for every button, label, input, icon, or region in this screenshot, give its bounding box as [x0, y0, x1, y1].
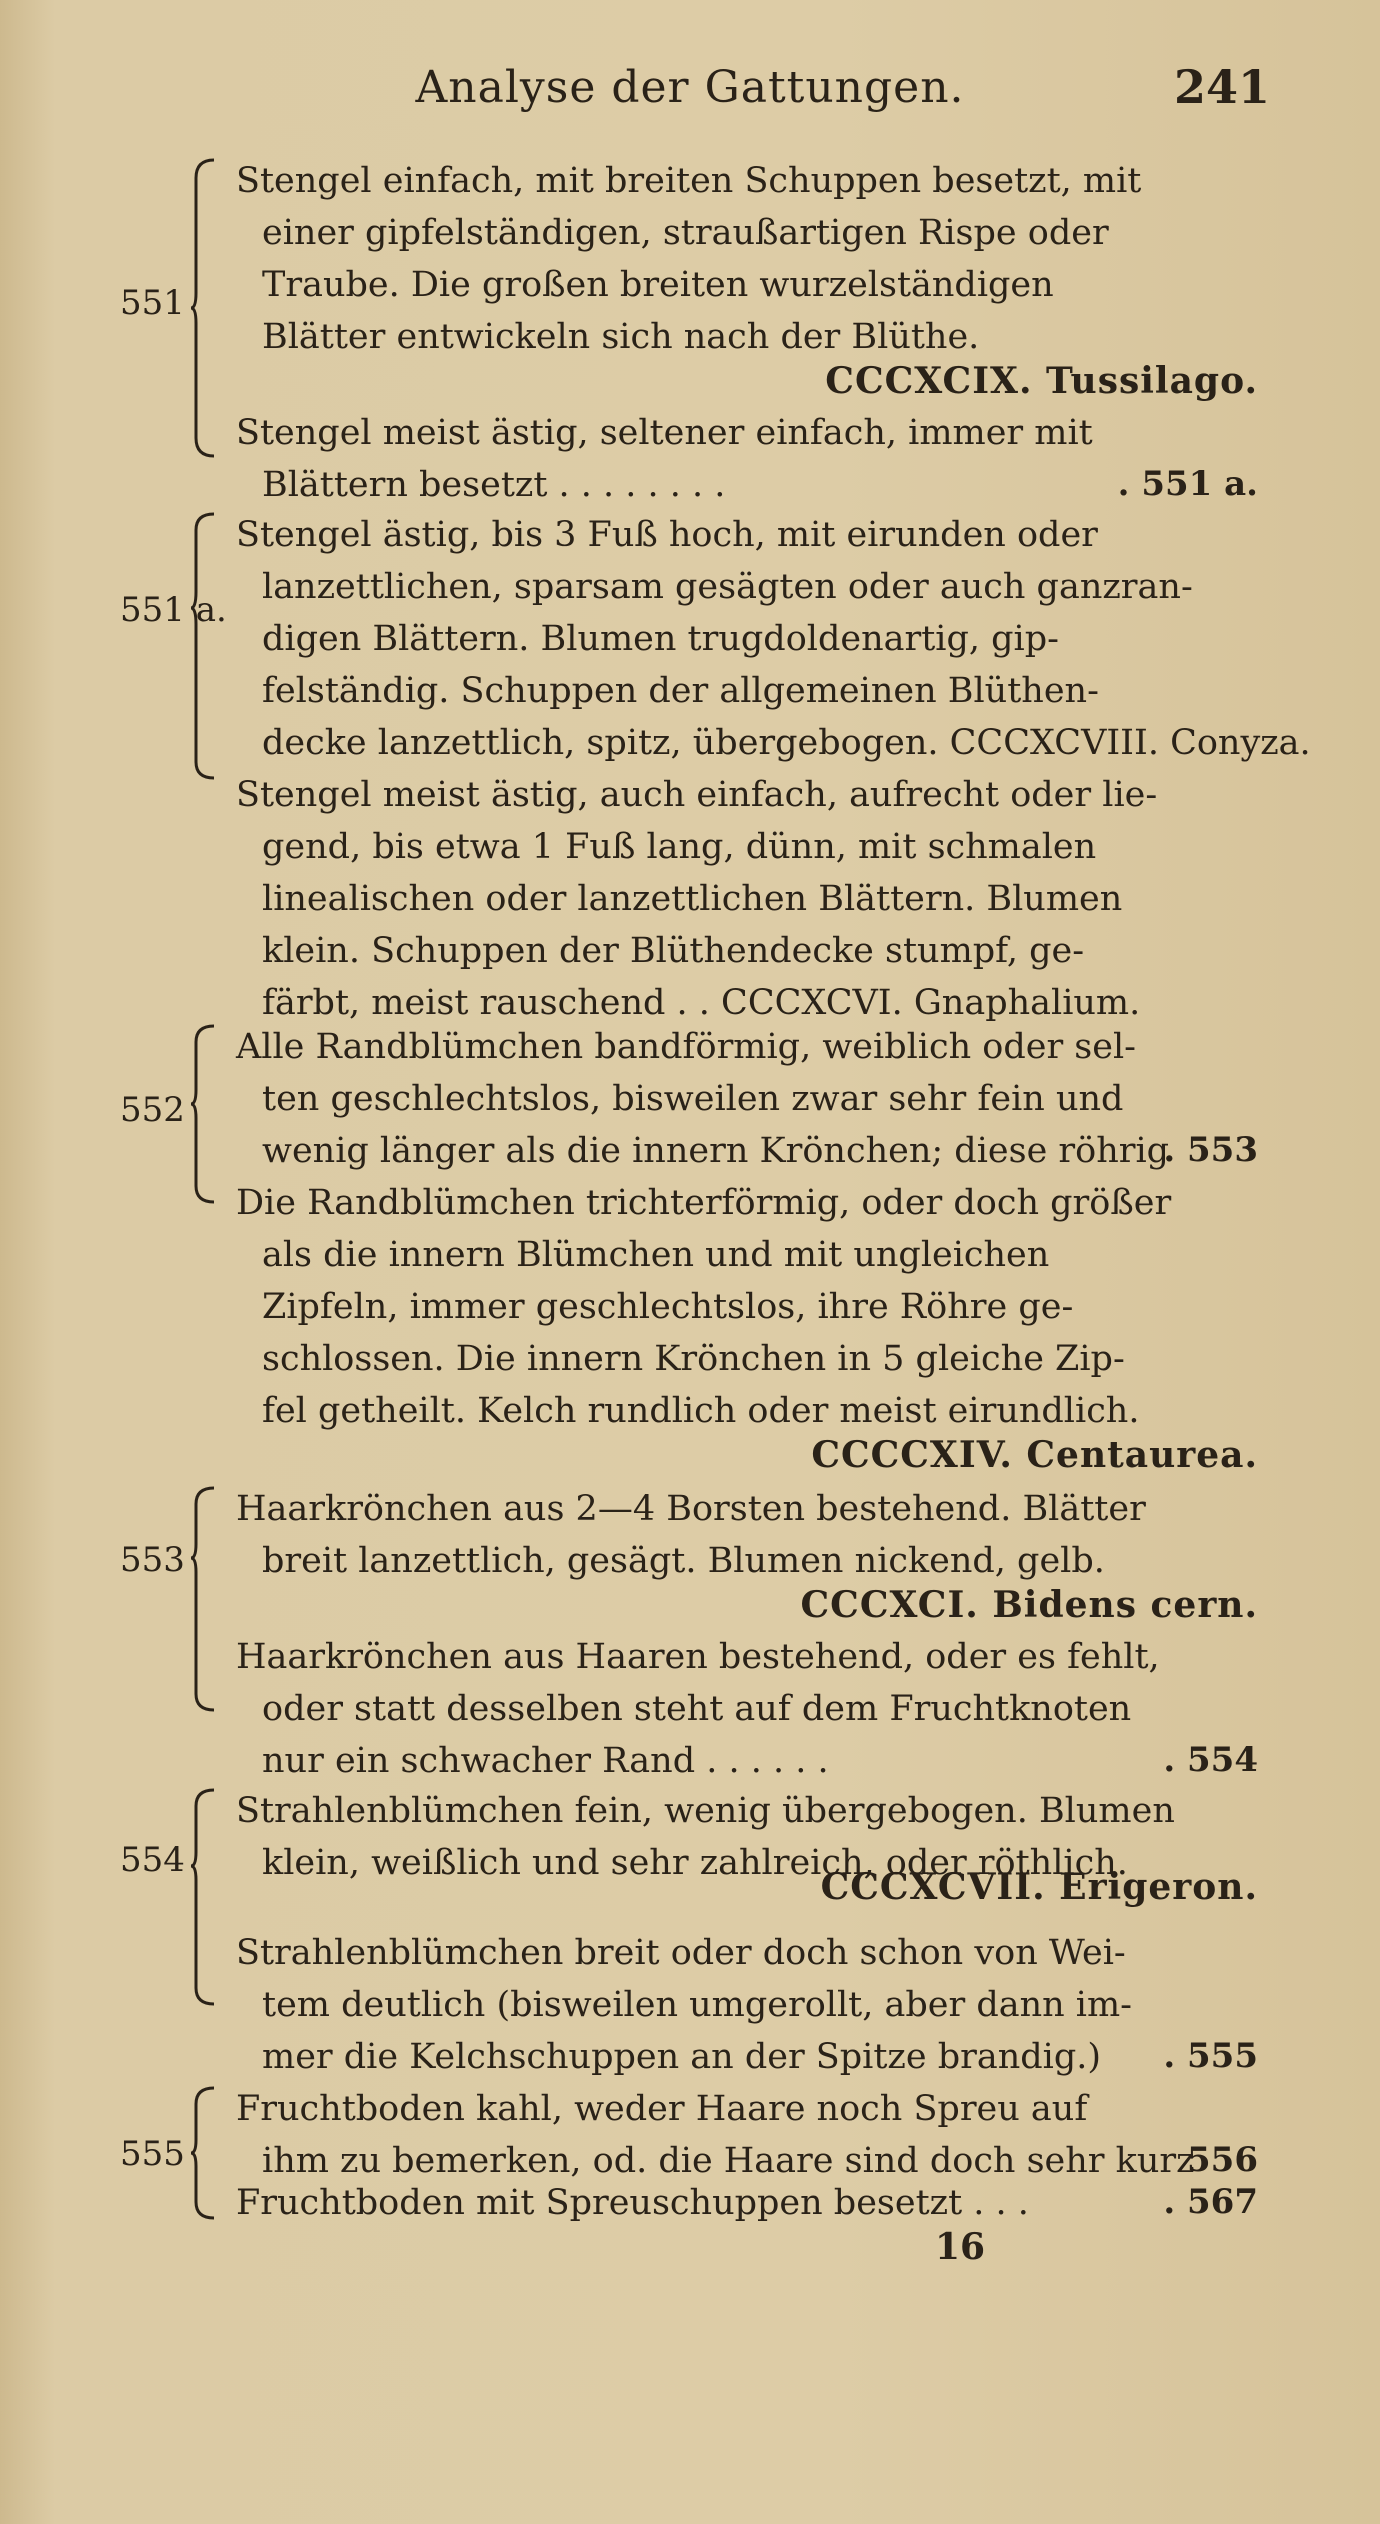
brace-555 [190, 2086, 216, 2220]
brace-554 [190, 1788, 216, 2006]
entry-text-line: einer gipfelständigen, straußartigen Rispe oder [262, 213, 1109, 253]
entry-text-line: Blättern besetzt . . . . . . . . [262, 465, 726, 505]
entry-text-line: tem deutlich (bisweilen umgerollt, aber dann im- [262, 1985, 1133, 2025]
entry-text-line: Stengel meist ästig, auch einfach, aufrecht oder lie- [236, 775, 1158, 815]
entry-text-line: klein. Schuppen der Blüthendecke stumpf, ge- [262, 931, 1085, 971]
entry-text-line: Strahlenblümchen breit oder doch schon von Wei- [236, 1933, 1126, 1973]
entry-text-line: ihm zu bemerken, od. die Haare sind doch sehr kurz [262, 2141, 1195, 2181]
key-number-551: 551 [120, 283, 185, 323]
entry-text-line: wenig länger als die innern Krönchen; diese röhrig [262, 1131, 1170, 1171]
key-number-554: 554 [120, 1840, 185, 1880]
entry-text-line: Haarkrönchen aus 2—4 Borsten bestehend. Blätter [236, 1489, 1146, 1529]
entry-text-line: Stengel ästig, bis 3 Fuß hoch, mit eirunden oder [236, 515, 1098, 555]
entry-text-line: als die innern Blümchen und mit ungleichen [262, 1235, 1050, 1275]
entry-text-line: felständig. Schuppen der allgemeinen Blüthen- [262, 671, 1099, 711]
genus-label: CCCXCIX. Tussilago. [825, 360, 1258, 402]
reference-number: . 553 [1163, 1130, 1258, 1170]
entry-text-line: breit lanzettlich, gesägt. Blumen nickend, gelb. [262, 1541, 1105, 1581]
entry-text-line: decke lanzettlich, spitz, übergebogen. CCCXCVIII. Conyza. [262, 723, 1311, 763]
entry-text-line: Traube. Die großen breiten wurzelständigen [262, 265, 1054, 305]
entry-text-line: oder statt desselben steht auf dem Fruchtknoten [262, 1689, 1132, 1729]
entry-text-line: mer die Kelchschuppen an der Spitze brandig.) [262, 2037, 1102, 2077]
brace-552 [190, 1024, 216, 1204]
entry-text-line: ten geschlechtslos, bisweilen zwar sehr fein und [262, 1079, 1124, 1119]
entry-text-line: fel getheilt. Kelch rundlich oder meist eirundlich. [262, 1391, 1140, 1431]
brace-553 [190, 1486, 216, 1712]
entry-text-line: Strahlenblümchen fein, wenig übergebogen. Blumen [236, 1791, 1175, 1831]
entry-text-line: gend, bis etwa 1 Fuß lang, dünn, mit schmalen [262, 827, 1097, 867]
signature-mark: 16 [935, 2226, 986, 2268]
entry-text-line: Haarkrönchen aus Haaren bestehend, oder es fehlt, [236, 1637, 1160, 1677]
genus-label: CCCXCVII. Erigeron. [820, 1866, 1258, 1908]
entry-text-line: Blätter entwickeln sich nach der Blüthe. [262, 317, 980, 357]
reference-number: . 551 a. [1117, 464, 1258, 504]
entry-text-line: nur ein schwacher Rand . . . . . . [262, 1741, 829, 1781]
entry-text-line: klein, weißlich und sehr zahlreich, oder röthlich. [262, 1843, 1128, 1883]
entry-text-line: Stengel einfach, mit breiten Schuppen besetzt, mit [236, 161, 1142, 201]
key-number-552: 552 [120, 1090, 185, 1130]
entry-text-line: färbt, meist rauschend . . CCCXCVI. Gnaphalium. [262, 983, 1141, 1023]
entry-text-line: Fruchtboden mit Spreuschuppen besetzt . . . [236, 2183, 1029, 2223]
entry-text-line: Fruchtboden kahl, weder Haare noch Spreu auf [236, 2089, 1088, 2129]
reference-number: . 567 [1163, 2182, 1258, 2222]
page-number: 241 [1173, 60, 1270, 114]
entry-text-line: digen Blättern. Blumen trugdoldenartig, gip- [262, 619, 1059, 659]
entry-text-line: Die Randblümchen trichterförmig, oder doch größer [236, 1183, 1172, 1223]
reference-number: . 555 [1163, 2036, 1258, 2076]
entry-text-line: Alle Randblümchen bandförmig, weiblich oder sel- [236, 1027, 1137, 1067]
key-number-551a: 551 a. [120, 590, 227, 630]
running-header: Analyse der Gattungen. [415, 62, 965, 113]
brace-551a [190, 512, 216, 780]
entry-text-line: lanzettlichen, sparsam gesägten oder auch ganzran- [262, 567, 1193, 607]
entry-text-line: linealischen oder lanzettlichen Blättern. Blumen [262, 879, 1123, 919]
entry-text-line: Zipfeln, immer geschlechtslos, ihre Röhre ge- [262, 1287, 1074, 1327]
key-number-555: 555 [120, 2134, 185, 2174]
genus-label: CCCXCI. Bidens cern. [800, 1584, 1258, 1626]
brace-551 [190, 158, 216, 458]
reference-number: 556 [1187, 2140, 1258, 2180]
entry-text-line: Stengel meist ästig, seltener einfach, immer mit [236, 413, 1093, 453]
key-number-553: 553 [120, 1540, 185, 1580]
entry-text-line: schlossen. Die innern Krönchen in 5 gleiche Zip- [262, 1339, 1125, 1379]
genus-label: CCCCXIV. Centaurea. [811, 1434, 1258, 1476]
reference-number: . 554 [1163, 1740, 1258, 1780]
